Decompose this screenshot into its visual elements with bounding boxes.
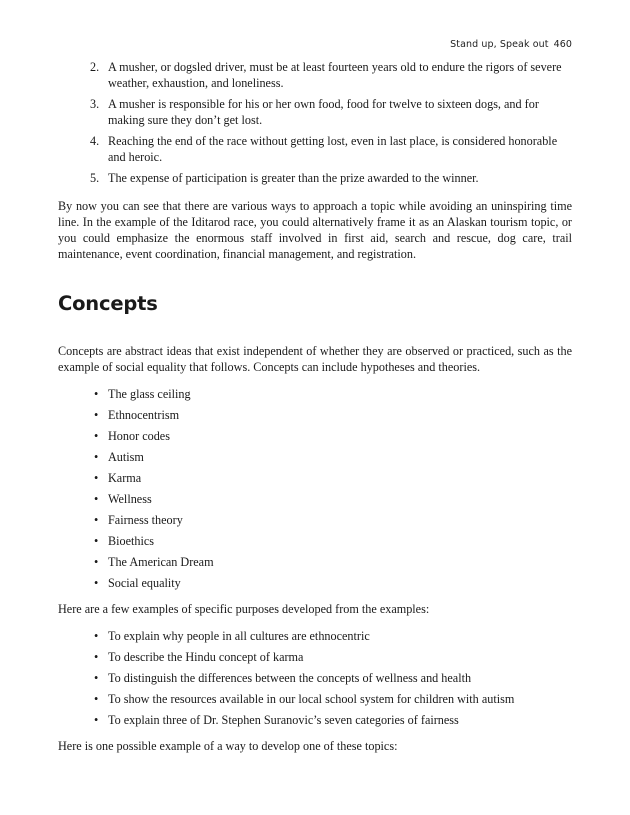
list-item	[90, 170, 572, 186]
running-header	[450, 39, 572, 50]
list-item-text: Social equality	[108, 576, 181, 590]
list-item	[90, 96, 572, 128]
list-item	[94, 428, 572, 444]
list-item-text: Wellness	[108, 492, 152, 506]
list-item	[94, 407, 572, 423]
list-item	[94, 670, 572, 686]
list-item-text: The glass ceiling	[108, 387, 191, 401]
concepts-list	[58, 386, 572, 591]
page-number: 460	[553, 39, 572, 50]
list-item	[94, 649, 572, 665]
bullet-icon: •	[94, 408, 99, 422]
section-heading-concepts: Concepts	[58, 292, 158, 315]
list-item-text: Ethnocentrism	[108, 408, 180, 422]
list-item-text: Reaching the end of the race without getting lost, even in last place, is considered honorable and heroic.	[108, 134, 558, 164]
paragraph-concepts-intro: Concepts are abstract ideas that exist independent of whether they are observed or practiced, such as the example of social equality that follows. Concepts can include hypotheses and theories.	[58, 344, 572, 374]
list-item	[94, 691, 572, 707]
paragraph-example-intro: Here is one possible example of a way to develop one of these topics:	[58, 739, 398, 753]
bullet-icon: •	[94, 576, 99, 590]
list-item	[94, 712, 572, 728]
list-item-text: Honor codes	[108, 429, 170, 443]
bullet-icon: •	[94, 429, 99, 443]
list-number: 2.	[90, 60, 100, 74]
bullet-icon: •	[94, 692, 99, 706]
bullet-icon: •	[94, 713, 99, 727]
list-item	[94, 512, 572, 528]
list-item-text: Karma	[108, 471, 142, 485]
list-number: 4.	[90, 134, 100, 148]
list-item	[94, 575, 572, 591]
list-item-text: The American Dream	[108, 555, 214, 569]
list-item-text: The expense of participation is greater than the prize awarded to the winner.	[108, 171, 479, 185]
list-item	[90, 59, 572, 91]
bullet-icon: •	[94, 387, 99, 401]
list-item-text: Bioethics	[108, 534, 155, 548]
list-item	[94, 449, 572, 465]
paragraph-purposes-intro: Here are a few examples of specific purposes developed from the examples:	[58, 602, 430, 616]
paragraph-approaches: By now you can see that there are various ways to approach a topic while avoiding an uninspiring time line. In the example of the Iditarod race, you could alternatively frame it as an Alaskan tourism topic, or you could emphasize the enormous staff involved in first aid, search and rescue, dog care, trail maintenance, event coordination, financial management, and registration.	[58, 199, 572, 261]
bullet-icon: •	[94, 555, 99, 569]
list-item	[94, 628, 572, 644]
list-item	[94, 491, 572, 507]
bullet-icon: •	[94, 629, 99, 643]
bullet-icon: •	[94, 471, 99, 485]
bullet-icon: •	[94, 513, 99, 527]
list-item	[94, 386, 572, 402]
list-item-text: To show the resources available in our local school system for children with autism	[108, 692, 515, 706]
list-item-text: To explain why people in all cultures are ethnocentric	[108, 629, 370, 643]
list-number: 5.	[90, 171, 100, 185]
list-item-text: To describe the Hindu concept of karma	[108, 650, 304, 664]
list-item	[94, 533, 572, 549]
numbered-list	[58, 59, 572, 186]
bullet-icon: •	[94, 671, 99, 685]
list-item-text: To explain three of Dr. Stephen Suranovic’s seven categories of fairness	[108, 713, 459, 727]
list-number: 3.	[90, 97, 100, 111]
page-body	[58, 59, 572, 754]
bullet-icon: •	[94, 450, 99, 464]
purposes-list	[58, 628, 572, 728]
running-title: Stand up, Speak out	[450, 39, 549, 50]
list-item-text: To distinguish the differences between the concepts of wellness and health	[108, 671, 472, 685]
list-item	[94, 554, 572, 570]
bullet-icon: •	[94, 650, 99, 664]
list-item-text: A musher, or dogsled driver, must be at least fourteen years old to endure the rigors of severe weather, exhaustion, and loneliness.	[108, 60, 562, 90]
list-item-text: A musher is responsible for his or her own food, food for twelve to sixteen dogs, and for making sure they don’t get lost.	[108, 97, 539, 127]
bullet-icon: •	[94, 492, 99, 506]
list-item-text: Autism	[108, 450, 144, 464]
bullet-icon: •	[94, 534, 99, 548]
list-item	[90, 133, 572, 165]
list-item	[94, 470, 572, 486]
list-item-text: Fairness theory	[108, 513, 183, 527]
